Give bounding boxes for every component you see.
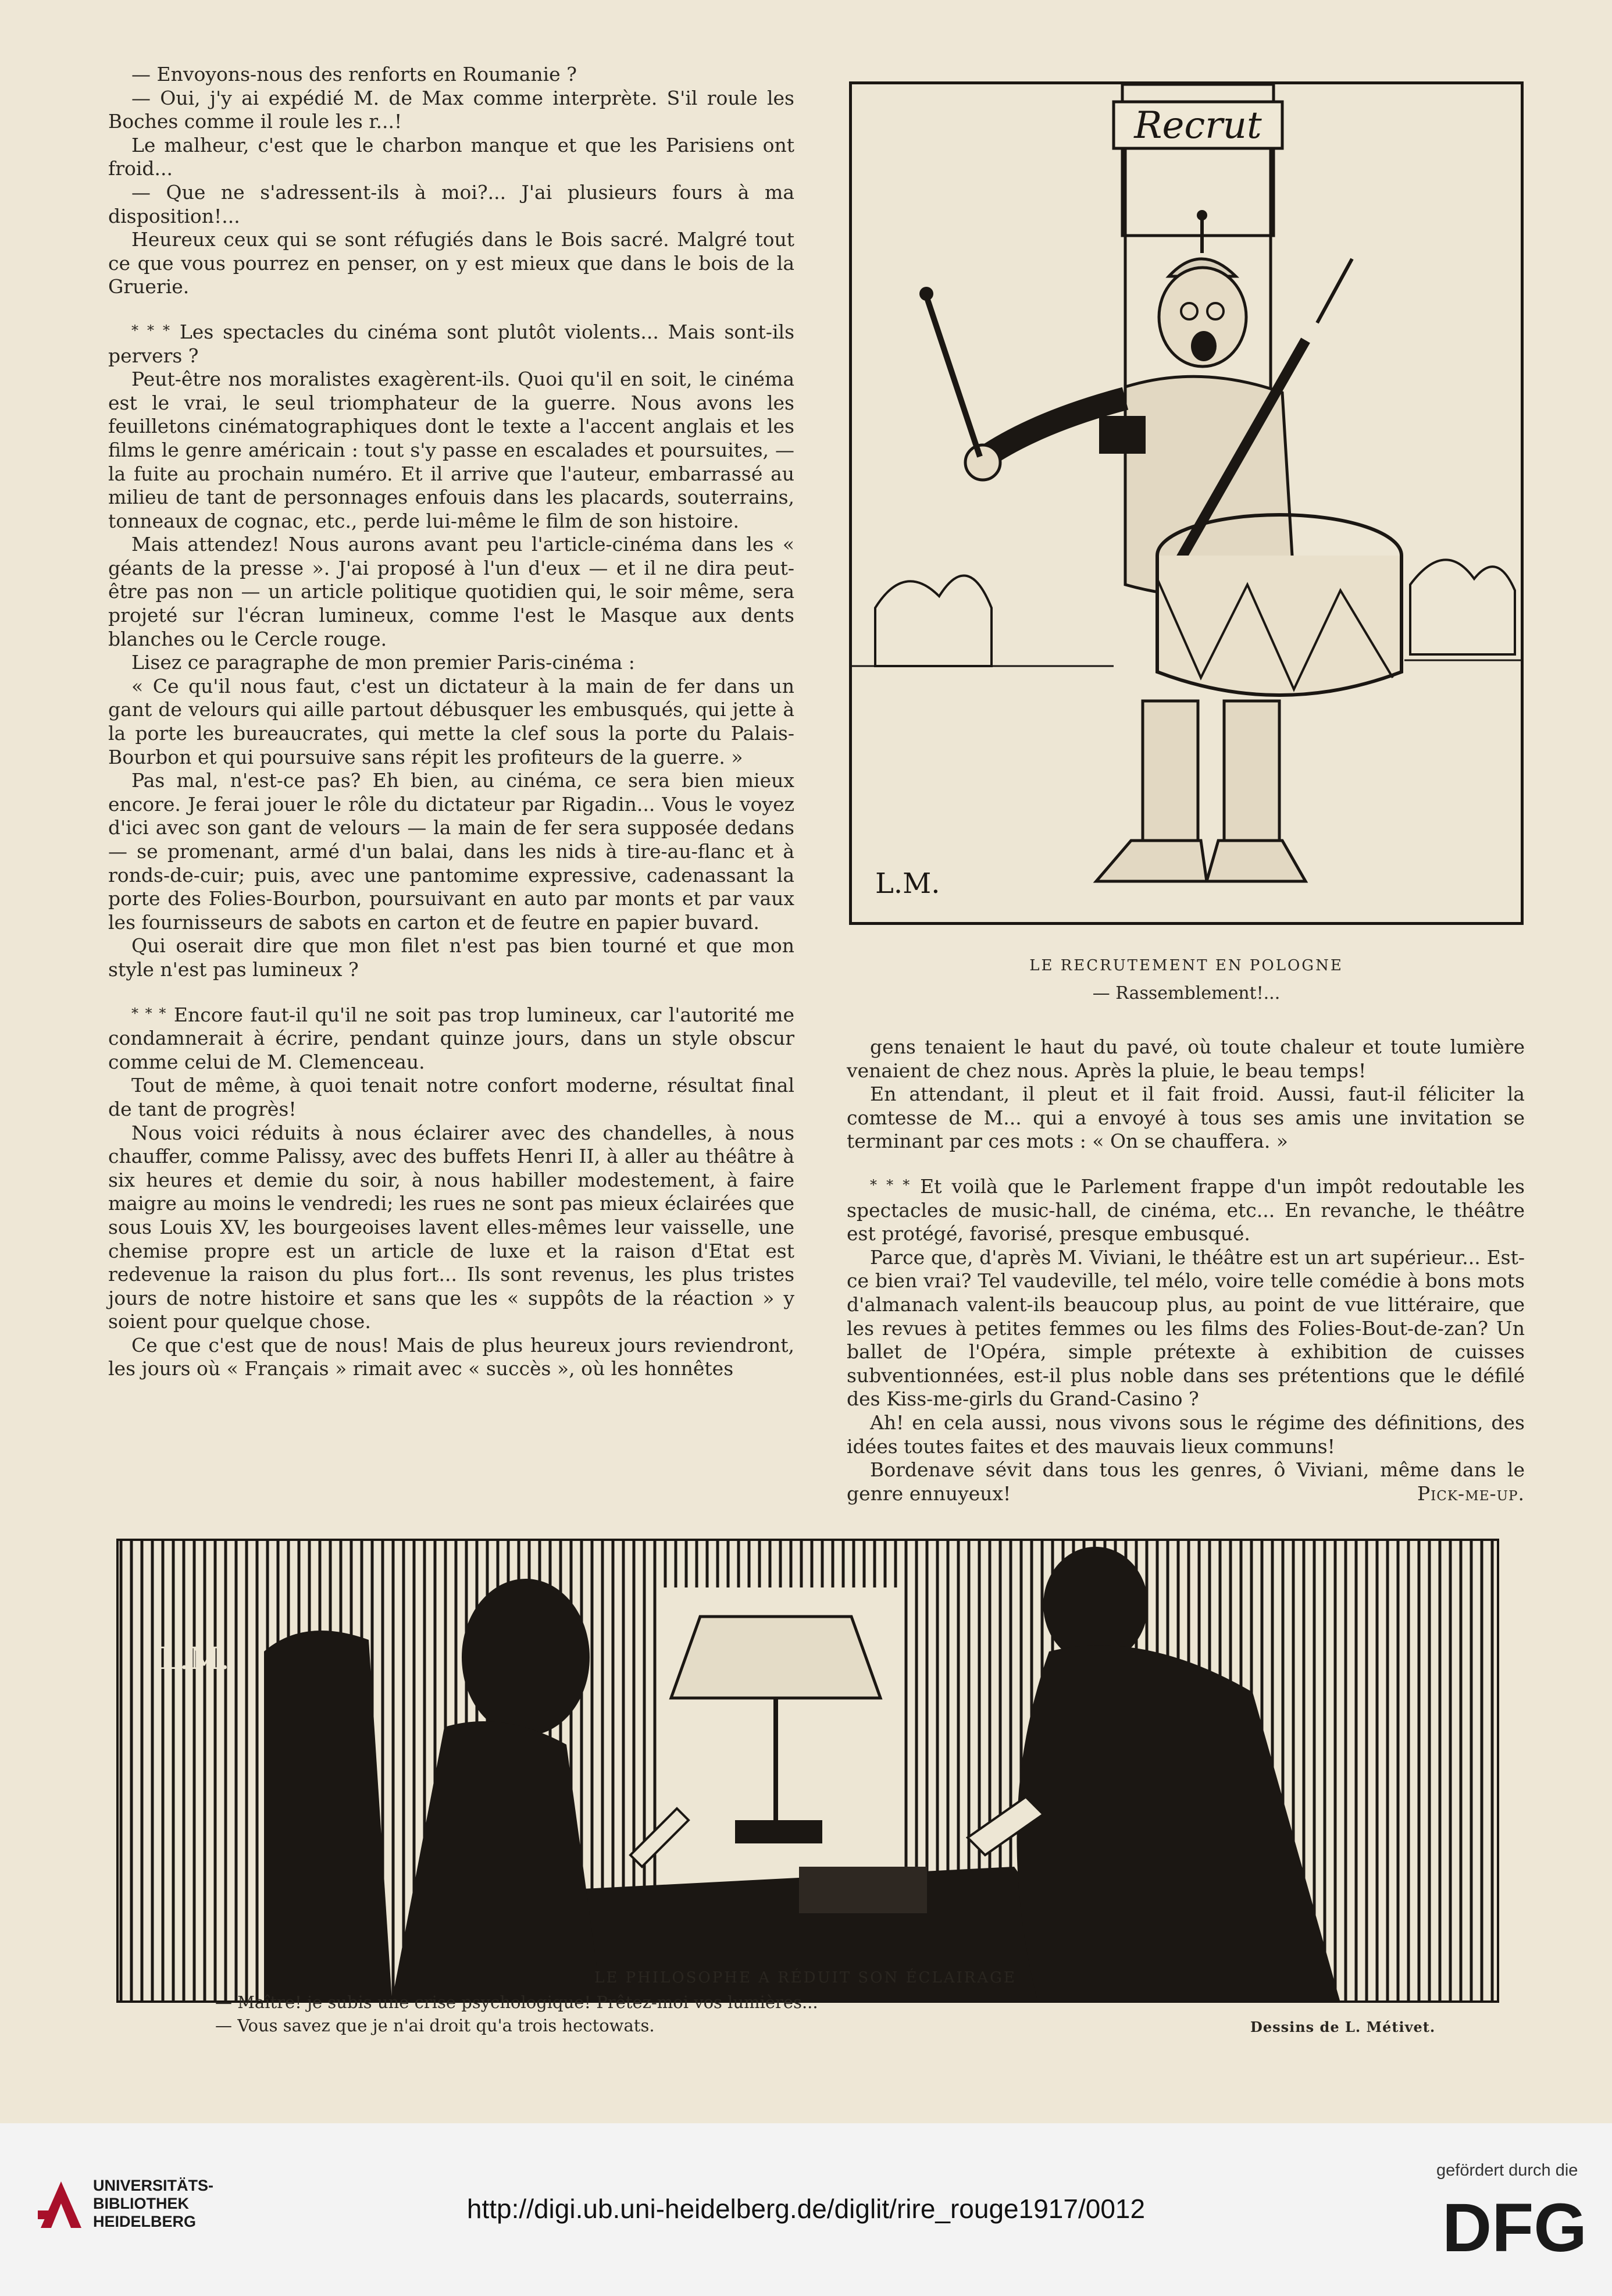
- top-caption-subtitle: — Rassemblement!...: [1092, 983, 1281, 1003]
- paragraph-text: Les spectacles du cinéma sont plutôt violents... Mais sont-ils pervers ?: [108, 320, 795, 367]
- right-paragraph: [847, 1035, 1525, 1083]
- right-text-column: [847, 1035, 1525, 1505]
- recruitment-cartoon: [849, 81, 1524, 925]
- right-paragraph: [847, 1173, 1525, 1246]
- bottom-caption-dialogue-2: — Vous savez que je n'ai droit qu'a trois hectowats.: [215, 2016, 655, 2035]
- section-separator-stars: * * *: [870, 1176, 911, 1193]
- paragraph-text: Bordenave sévit dans tous les genres, ô Viviani, même dans le genre ennuyeux!: [847, 1458, 1525, 1505]
- paragraph-text: Le malheur, c'est que le charbon manque et que les Parisiens ont froid...: [108, 133, 794, 180]
- paragraph-text: « Ce qu'il nous faut, c'est un dictateur à la main de fer dans un gant de velours qui aille partout débusquer les embusqués, qui jette à la porte les bureaucrates, qui mette la clef sous la porte du Palais-Bourbon et qui poursuive sans répit les profiteurs de la guerre. »: [108, 674, 794, 768]
- paragraph-text: En attendant, il pleut et il fait froid. Aussi, faut-il féliciter la comtesse de M... qui a envoyé à tous ses amis une invitation se terminant par ces mots : « On se chauffera. »: [847, 1083, 1525, 1153]
- left-paragraph: [108, 1074, 794, 1121]
- section-separator-stars: * * *: [131, 322, 171, 339]
- paragraph-text: Et voilà que le Parlement frappe d'un impôt redoutable les spectacles de music-hall, de cinéma, etc... En revanche, le théâtre est protégé, favorisé, presque embusqué.: [847, 1174, 1525, 1245]
- dfg-logo-text: DFG: [1442, 2190, 1588, 2263]
- left-paragraph: [108, 934, 794, 981]
- right-paragraph: [847, 1458, 1525, 1505]
- paragraph-text: Lisez ce paragraphe de mon premier Paris-cinéma :: [131, 651, 635, 674]
- artist-initials-top: L.M.: [875, 867, 940, 900]
- paragraph-text: Peut-être nos moralistes exagèrent-ils. Quoi qu'il en soit, le cinéma est le vrai, le seul triomphateur de la guerre. Nous avons les feuilletons cinématographiques dont le texte a l'accent anglais et les films le genre américain : tout s'y passe en escalades et poursuites, — la fuite au prochain numéro. Et il arrive que l'auteur, embarrassé au milieu de tant de personnages enfouis dans les placards, souterrains, tonneaux de cognac, etc., perde lui-même le film de son histoire.: [108, 368, 794, 532]
- left-paragraph: [108, 63, 794, 87]
- paragraph-text: — Oui, j'y ai expédié M. de Max comme interprète. S'il roule les Boches comme il roule les r...!: [108, 86, 794, 133]
- library-name-line3: HEIDELBERG: [93, 2213, 197, 2230]
- recruit-drummer-drawing: [852, 84, 1521, 922]
- library-name-line2: BIBLIOTHEK: [93, 2195, 189, 2212]
- left-paragraph: [108, 319, 794, 368]
- philosopher-cartoon: [116, 1539, 1499, 2003]
- paragraph-text: Tout de même, à quoi tenait notre confort moderne, résultat final de tant de progrès!: [108, 1074, 794, 1120]
- paragraph-text: Parce que, d'après M. Viviani, le théâtre est un art supérieur... Est-ce bien vrai? Tel vaudeville, tel mélo, voire telle comédie à bons mots d'almanach valent-ils beaucoup plus, au point de vue littéraire, que les revues à petites femmes ou les films des Folies-Bout-de-zan? Un ballet de l'Opéra, simple prétexte à exhibition de cuisses subventionnées, est-il plus noble dans ses prétentions que le défilé des Kiss-me-girls du Grand-Casino ?: [847, 1245, 1525, 1411]
- left-paragraph: [108, 651, 794, 675]
- paragraph-text: Qui oserait dire que mon filet n'est pas bien tourné et que mon style n'est pas lumineux ?: [108, 934, 794, 981]
- left-paragraph: [108, 87, 794, 134]
- author-signature: Pick-me-up.: [1417, 1482, 1525, 1505]
- paragraph-text: Heureux ceux qui se sont réfugiés dans le Bois sacré. Malgré tout ce que vous pourrez en penser, on y est mieux que dans le bois de la Gruerie.: [108, 228, 794, 298]
- right-paragraph: [847, 1083, 1525, 1154]
- paragraph-text: — Envoyons-nous des renforts en Roumanie ?: [131, 63, 577, 86]
- bottom-caption-title: LE PHILOSOPHE A RÉDUIT SON ÉCLAIRAGE: [594, 1969, 1017, 1987]
- left-paragraph: [108, 228, 794, 299]
- permalink-url[interactable]: http://digi.ub.uni-heidelberg.de/diglit/rire_rouge1917/0012: [466, 2194, 1146, 2224]
- dfg-logo-icon: [1436, 2187, 1588, 2263]
- left-paragraph: [108, 675, 794, 769]
- library-name-line1: UNIVERSITÄTS-: [93, 2177, 214, 2194]
- bottom-caption-dialogue-1: — Maître! je subis une crise psychologique! Prêtez-moi vos lumières...: [215, 1992, 818, 2012]
- left-paragraph: [108, 533, 794, 651]
- left-text-column: [108, 63, 794, 1381]
- drawings-credit: Dessins de L. Métivet.: [1250, 2019, 1436, 2035]
- paragraph-text: gens tenaient le haut du pavé, où toute chaleur et toute lumière venaient de chez nous. Après la pluie, le beau temps!: [847, 1035, 1525, 1082]
- left-paragraph: [108, 134, 794, 181]
- top-caption-title: LE RECRUTEMENT EN POLOGNE: [1029, 957, 1343, 974]
- paragraph-text: Ah! en cela aussi, nous vivons sous le régime des définitions, des idées toutes faites et des mauvais lieux communs!: [847, 1411, 1525, 1458]
- paragraph-text: Mais attendez! Nous aurons avant peu l'article-cinéma dans les « géants de la presse ». J'ai proposé à l'un d'eux — et il ne dira peut-être pas non — un article politique quotidien qui, le soir même, sera projeté sur l'écran lumineux, comme l'est le Masque aux dents blanches ou le Cercle rouge.: [108, 533, 794, 650]
- paragraph-text: Nous voici réduits à nous éclairer avec des chandelles, à nous chauffer, comme Palissy, avec des buffets Henri II, à aller au théâtre à six heures et demie du soir, à nous habiller modestement, à faire maigre au moins le vendredi; les rues ne sont pas mieux éclairées que sous Louis XV, les bourgeoises lavent elles-mêmes leur vaisselle, une chemise propre est un article de luxe et la raison d'Etat est redevenue la raison du plus fort... Ils sont revenus, les plus tristes jours de notre histoire et sans que les « suppôts de la réaction » y soient pour quelque chose.: [108, 1121, 794, 1333]
- artist-initials-bottom: L.M.: [159, 1642, 230, 1676]
- left-paragraph: [108, 1122, 794, 1334]
- left-paragraph: [108, 1334, 794, 1381]
- paragraph-text: — Que ne s'adressent-ils à moi?... J'ai plusieurs fours à ma disposition!...: [108, 180, 794, 227]
- funding-note: gefördert durch die: [1436, 2161, 1578, 2180]
- philosopher-lamp-drawing: [119, 1541, 1497, 2000]
- left-paragraph: [108, 1002, 794, 1074]
- left-paragraph: [108, 769, 794, 934]
- right-paragraph: [847, 1246, 1525, 1411]
- recruit-sign-text: Recrut: [1134, 104, 1262, 147]
- paragraph-text: Ce que c'est que de nous! Mais de plus heureux jours reviendront, les jours où « Français » rimait avec « succès », où les honnêtes: [108, 1333, 794, 1380]
- paragraph-text: Encore faut-il qu'il ne soit pas trop lumineux, car l'autorité me condamnerait à écrire, pendant quinze jours, dans un style obscur comme celui de M. Clemenceau.: [108, 1003, 794, 1073]
- section-separator-stars: * * *: [131, 1005, 167, 1021]
- right-paragraph: [847, 1411, 1525, 1458]
- left-paragraph: [108, 181, 794, 228]
- paragraph-text: Pas mal, n'est-ce pas? Eh bien, au cinéma, ce sera bien mieux encore. Je ferai jouer le rôle du dictateur par Rigadin... Vous le voyez d'ici avec son gant de velours — la main de fer sera supposée dedans — se promenant, armé d'un balai, dans les nids à tire-au-flanc et à ronds-de-cuir; puis, avec une pantomime expressive, cadenassant la porte des Folies-Bourbon, poursuivant en auto par monts et par vaux les fournisseurs de sabots en carton et de feutre en papier buvard.: [108, 769, 794, 934]
- left-paragraph: [108, 368, 794, 533]
